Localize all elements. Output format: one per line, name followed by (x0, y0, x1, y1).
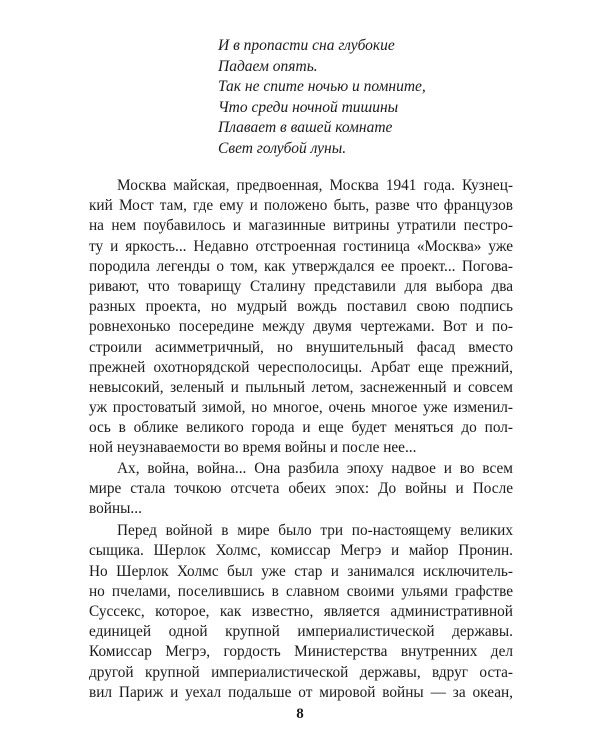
text-line: невысокий, зеленый и пыльный летом, заснеженный и совсем (89, 378, 513, 396)
poem-line: Свет голубой луны. (218, 139, 347, 157)
text-line: на нем поубавилось и магазинные витрины утратили пестро- (89, 217, 513, 235)
text-line: мире стала точкою отсчета обеих эпох: До войны и После (89, 479, 513, 497)
text-line: Москва майская, предвоенная, Москва 1941 года. Кузнец- (117, 177, 513, 194)
text-line: ной неузнаваемости во время войны и после нее... (89, 439, 417, 457)
text-line: войны... (89, 500, 142, 517)
text-line: вил Париж и уехал подальше от мировой войны — за океан, (89, 683, 513, 701)
text-line: ровнехонько посередине между двумя чертежами. Вот и по- (89, 318, 513, 336)
text-line: уж простоватый зимой, но многое, очень многое уже изменил- (89, 399, 513, 417)
poem-line: Так не спите ночью и помните, (218, 78, 426, 96)
text-line: Ах, война, война... Она разбила эпоху надвое и во всем (117, 459, 513, 477)
epigraph-poem (218, 36, 426, 160)
text-line: кий Мост там, где ему и положено быть, разве что французов (89, 197, 513, 215)
text-line: Суссекс, которое, как известно, является административной (89, 602, 513, 620)
text-line: Комиссар Мегрэ, гордость Министерства внутренних дел (89, 643, 513, 661)
text-line: Но Шерлок Холмс был уже стар и занимался исключитель- (89, 562, 513, 580)
text-line: ривают, что товарищу Сталину представили для выбора два (89, 277, 513, 295)
page-number: 8 (296, 706, 304, 722)
poem-line: Падаем опять. (218, 57, 318, 75)
poem-line: Плавает в вашей комнате (218, 119, 393, 137)
text-line: породила легенды о том, как утверждался ее проект... Погова- (89, 257, 513, 275)
text-line: прежней охотнорядской чересполосицы. Арбат еще прежний, (89, 358, 513, 376)
text-line: Перед войной в мире было три по-настоящему великих (117, 522, 513, 540)
poem-line: Что среди ночной тишины (218, 98, 399, 116)
text-line: единицей одной крупной империалистической державы. (89, 623, 513, 641)
text-line: другой крупной империалистической державы, вдруг оста- (89, 663, 513, 681)
text-line: ось в облике великого города и еще будет меняться до пол- (89, 419, 513, 437)
text-line: строили асимметричный, но внушительный фасад вместо (89, 338, 513, 356)
text-line: разных проекта, но мудрый вождь поставил свою подпись (89, 298, 513, 316)
text-line: сыщика. Шерлок Холмс, комиссар Мегрэ и майор Пронин. (89, 542, 513, 560)
poem-line: И в пропасти сна глубокие (218, 37, 395, 54)
body-text (89, 176, 513, 703)
text-line: ту и яркость... Недавно отстроенная гостиница «Москва» уже (89, 237, 513, 255)
text-line: но пчелами, поселившись в славном своими ульями графстве (89, 582, 513, 600)
